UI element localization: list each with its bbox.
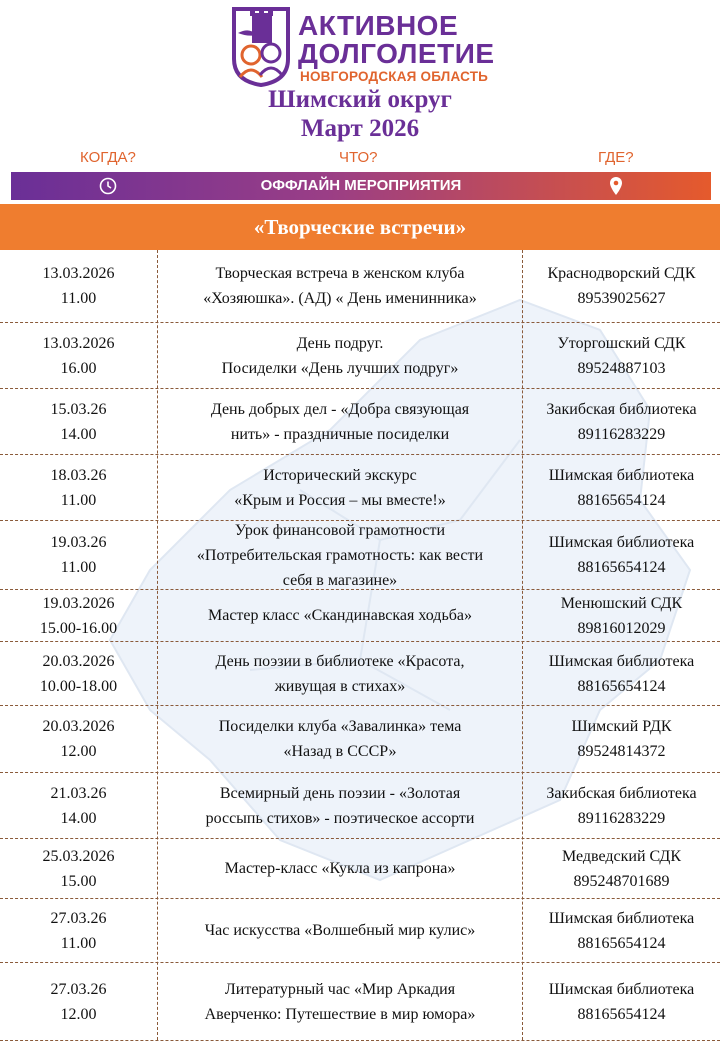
event-cell xyxy=(158,899,522,962)
logo-subtitle: НОВГОРОДСКАЯ ОБЛАСТЬ xyxy=(300,69,489,84)
place-cell xyxy=(523,706,720,772)
event-time: 10.00-18.00 xyxy=(39,677,118,695)
event-description-line: День подруг. xyxy=(296,334,384,352)
event-description-line: Всемирный день поэзии - «Золотая xyxy=(219,784,461,802)
place-cell xyxy=(523,323,720,388)
place-cell xyxy=(523,839,720,898)
event-time: 15.00-16.00 xyxy=(39,619,118,637)
date-cell xyxy=(0,389,157,454)
event-date: 27.03.26 xyxy=(50,980,107,998)
event-cell xyxy=(158,389,522,454)
event-phone: 88165654124 xyxy=(577,559,666,576)
event-description-line: «Хозяюшка». (АД) « День именинника» xyxy=(203,290,477,307)
place-cell xyxy=(523,389,720,454)
table-row xyxy=(0,323,720,389)
event-cell xyxy=(158,706,522,772)
logo-title-line1: АКТИВНОЕ xyxy=(298,10,459,41)
event-cell xyxy=(158,521,522,589)
event-date: 19.03.2026 xyxy=(42,594,115,612)
event-venue: Шимская библиотека xyxy=(548,652,695,670)
event-description-line: россыпь стихов» - поэтическое ассорти xyxy=(205,809,475,827)
date-cell xyxy=(0,590,157,641)
event-date: 20.03.2026 xyxy=(42,652,115,670)
event-venue: Уторгошский СДК xyxy=(557,334,686,352)
event-time: 11.00 xyxy=(60,491,97,509)
column-divider xyxy=(522,250,523,1040)
table-row xyxy=(0,642,720,706)
event-phone: 88165654124 xyxy=(577,677,666,695)
event-description-line: Творческая встреча в женском клуба xyxy=(215,265,465,282)
event-date: 15.03.26 xyxy=(50,400,107,418)
location-pin-icon xyxy=(609,176,623,196)
logo-title-line2: ДОЛГОЛЕТИЕ xyxy=(298,38,495,69)
event-description-line: себя в магазине» xyxy=(282,571,398,589)
event-description-line: День поэзии в библиотеке «Красота, xyxy=(215,652,465,670)
event-date: 18.03.26 xyxy=(50,466,107,484)
date-cell xyxy=(0,455,157,520)
event-time: 11.00 xyxy=(60,290,97,307)
event-time: 12.00 xyxy=(60,1005,97,1023)
event-time: 16.00 xyxy=(60,359,97,377)
table-row xyxy=(0,521,720,590)
event-cell xyxy=(158,963,522,1040)
table-row xyxy=(0,389,720,455)
event-phone: 88165654124 xyxy=(577,1005,666,1023)
event-description-line: Литературный час «Мир Аркадия xyxy=(224,980,456,998)
section-header xyxy=(0,204,720,250)
event-description-line: живущая в стихах» xyxy=(274,677,406,695)
column-header-where: ГДЕ? xyxy=(598,149,634,166)
event-date: 19.03.26 xyxy=(50,534,107,551)
section-title: «Творческие встречи» xyxy=(253,215,467,239)
event-cell xyxy=(158,839,522,898)
event-description-line: «Крым и Россия – мы вместе!» xyxy=(234,491,446,509)
event-date: 25.03.2026 xyxy=(42,847,115,865)
table-row xyxy=(0,590,720,642)
logo-emblem xyxy=(230,3,292,87)
place-cell xyxy=(523,642,720,705)
event-date: 13.03.2026 xyxy=(42,265,115,282)
event-phone: 89816012029 xyxy=(577,619,666,637)
event-description-line: Урок финансовой грамотности xyxy=(234,521,446,539)
event-date: 27.03.26 xyxy=(50,909,107,927)
banner-label: ОФФЛАЙН МЕРОПРИЯТИЯ xyxy=(260,177,462,194)
event-venue: Шимская библиотека xyxy=(548,534,695,551)
date-cell xyxy=(0,521,157,589)
header xyxy=(0,0,720,200)
table-row xyxy=(0,455,720,521)
table-row xyxy=(0,963,720,1041)
event-date: 13.03.2026 xyxy=(42,334,115,352)
district-title: Шимский округ xyxy=(268,86,452,113)
event-cell xyxy=(158,590,522,641)
event-date: 20.03.2026 xyxy=(42,718,115,735)
event-venue: Шимский РДК xyxy=(571,718,672,735)
event-phone: 895248701689 xyxy=(573,872,670,890)
event-description-line: Мастер класс «Скандинавская ходьба» xyxy=(208,607,472,624)
event-cell xyxy=(158,455,522,520)
date-cell xyxy=(0,706,157,772)
event-description-line: Посиделки «День лучших подруг» xyxy=(221,359,459,377)
event-venue: Шимская библиотека xyxy=(548,466,695,484)
event-description-line: День добрых дел - «Добра связующая xyxy=(210,400,470,418)
event-cell xyxy=(158,642,522,705)
logo xyxy=(230,3,500,89)
event-description-line: нить» - праздничные посиделки xyxy=(230,425,450,443)
offline-events-banner xyxy=(11,172,711,200)
column-divider xyxy=(157,250,158,1040)
event-time: 11.00 xyxy=(60,559,97,576)
event-time: 14.00 xyxy=(60,425,97,443)
event-description-line: «Назад в СССР» xyxy=(283,743,397,760)
event-venue: Шимская библиотека xyxy=(548,909,695,927)
event-phone: 89539025627 xyxy=(577,290,666,307)
event-cell xyxy=(158,323,522,388)
event-time: 14.00 xyxy=(60,809,97,827)
event-cell xyxy=(158,773,522,838)
event-description-line: Час искусства «Волшебный мир кулис» xyxy=(204,922,476,939)
place-cell xyxy=(523,250,720,322)
event-date: 21.03.26 xyxy=(50,784,107,802)
column-header-what: ЧТО? xyxy=(339,149,378,166)
date-cell xyxy=(0,323,157,388)
place-cell xyxy=(523,963,720,1040)
date-cell xyxy=(0,899,157,962)
table-row xyxy=(0,706,720,773)
event-description-line: Исторический экскурс xyxy=(263,466,417,484)
place-cell xyxy=(523,773,720,838)
event-venue: Шимская библиотека xyxy=(548,980,695,998)
event-venue: Медведский СДК xyxy=(562,847,681,865)
event-phone: 89524814372 xyxy=(577,743,666,760)
event-venue: Менюшский СДК xyxy=(560,594,683,612)
event-time: 11.00 xyxy=(60,934,97,952)
event-phone: 89116283229 xyxy=(577,425,666,443)
month-title: Март 2026 xyxy=(300,115,420,142)
event-cell xyxy=(158,250,522,322)
table-row xyxy=(0,839,720,899)
table-row xyxy=(0,899,720,963)
event-time: 15.00 xyxy=(60,872,97,890)
event-description-line: Мастер-класс «Кукла из капрона» xyxy=(224,860,456,877)
event-phone: 89116283229 xyxy=(577,809,666,827)
place-cell xyxy=(523,590,720,641)
date-cell xyxy=(0,642,157,705)
event-venue: Закибская библиотека xyxy=(546,784,697,802)
table-row xyxy=(0,773,720,839)
place-cell xyxy=(523,521,720,589)
event-time: 12.00 xyxy=(60,743,97,760)
event-description-line: Аверченко: Путешествие в мир юмора» xyxy=(204,1005,476,1023)
event-phone: 89524887103 xyxy=(577,359,666,377)
date-cell xyxy=(0,963,157,1040)
date-cell xyxy=(0,773,157,838)
place-cell xyxy=(523,899,720,962)
table-row xyxy=(0,250,720,323)
column-header-when: КОГДА? xyxy=(80,149,136,166)
place-cell xyxy=(523,455,720,520)
event-phone: 88165654124 xyxy=(577,934,666,952)
event-venue: Закибская библиотека xyxy=(546,400,697,418)
event-description-line: Посиделки клуба «Завалинка» тема xyxy=(218,718,462,735)
event-phone: 88165654124 xyxy=(577,491,666,509)
event-description-line: «Потребительская грамотность: как вести xyxy=(196,546,484,564)
date-cell xyxy=(0,250,157,322)
date-cell xyxy=(0,839,157,898)
event-venue: Краснодворский СДК xyxy=(547,265,696,282)
